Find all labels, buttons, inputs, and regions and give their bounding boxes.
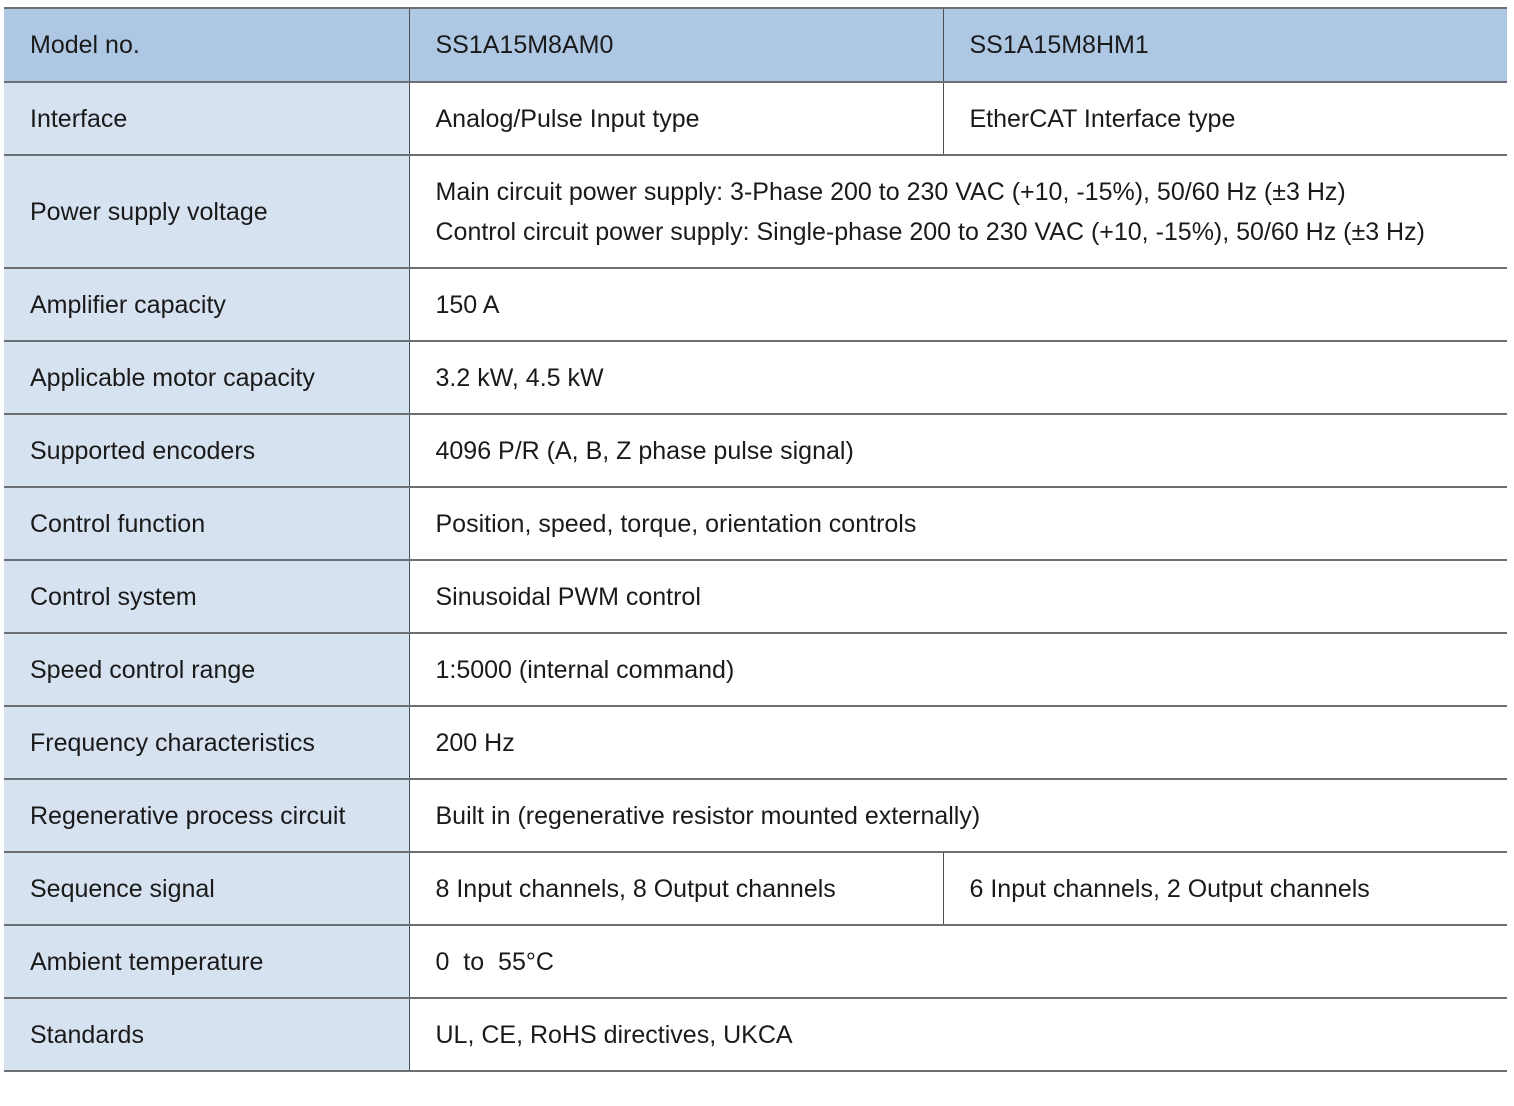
table-row-motor-capacity <box>4 341 1507 414</box>
row-label: Amplifier capacity <box>4 268 409 341</box>
control-circuit-line: Control circuit power supply: Single-phase 200 to 230 VAC (+10, -15%), 50/60 Hz (±3 Hz) <box>435 217 1425 246</box>
row-label: Standards <box>4 998 409 1071</box>
table-row-interface <box>4 82 1507 155</box>
table-row-power-supply <box>4 155 1507 268</box>
row-label: Applicable motor capacity <box>4 341 409 414</box>
row-value: 3.2 kW, 4.5 kW <box>409 341 1507 414</box>
row-value: 0 to 55°C <box>409 925 1507 998</box>
table-row-standards <box>4 998 1507 1071</box>
row-value-model-1: Analog/Pulse Input type <box>409 82 943 155</box>
row-value <box>409 155 1507 268</box>
row-label: Speed control range <box>4 633 409 706</box>
row-value: 200 Hz <box>409 706 1507 779</box>
table-row-frequency <box>4 706 1507 779</box>
row-value-model-2: EtherCAT Interface type <box>943 82 1507 155</box>
table-row-regenerative <box>4 779 1507 852</box>
row-label: Ambient temperature <box>4 925 409 998</box>
row-value: Built in (regenerative resistor mounted externally) <box>409 779 1507 852</box>
row-label: Sequence signal <box>4 852 409 925</box>
row-value: Position, speed, torque, orientation controls <box>409 487 1507 560</box>
header-label: Model no. <box>4 8 409 82</box>
header-model-2: SS1A15M8HM1 <box>943 8 1507 82</box>
table-row-encoders <box>4 414 1507 487</box>
row-label: Control function <box>4 487 409 560</box>
table-row-control-system <box>4 560 1507 633</box>
table-row-control-function <box>4 487 1507 560</box>
row-label: Control system <box>4 560 409 633</box>
row-label: Regenerative process circuit <box>4 779 409 852</box>
table-row-ambient-temperature <box>4 925 1507 998</box>
spec-table <box>4 7 1507 1072</box>
table-row-sequence-signal <box>4 852 1507 925</box>
row-value-model-1: 8 Input channels, 8 Output channels <box>409 852 943 925</box>
row-label: Interface <box>4 82 409 155</box>
row-label: Frequency characteristics <box>4 706 409 779</box>
row-value-model-2: 6 Input channels, 2 Output channels <box>943 852 1507 925</box>
row-value: 1:5000 (internal command) <box>409 633 1507 706</box>
main-circuit-line: Main circuit power supply: 3-Phase 200 to 230 VAC (+10, -15%), 50/60 Hz (±3 Hz) <box>435 177 1346 206</box>
header-model-1: SS1A15M8AM0 <box>409 8 943 82</box>
row-label: Supported encoders <box>4 414 409 487</box>
row-value: UL, CE, RoHS directives, UKCA <box>409 998 1507 1071</box>
header-row <box>4 8 1507 82</box>
row-label: Power supply voltage <box>4 155 409 268</box>
table-row-speed-control-range <box>4 633 1507 706</box>
table-row-amplifier-capacity <box>4 268 1507 341</box>
row-value: 4096 P/R (A, B, Z phase pulse signal) <box>409 414 1507 487</box>
row-value: Sinusoidal PWM control <box>409 560 1507 633</box>
row-value: 150 A <box>409 268 1507 341</box>
